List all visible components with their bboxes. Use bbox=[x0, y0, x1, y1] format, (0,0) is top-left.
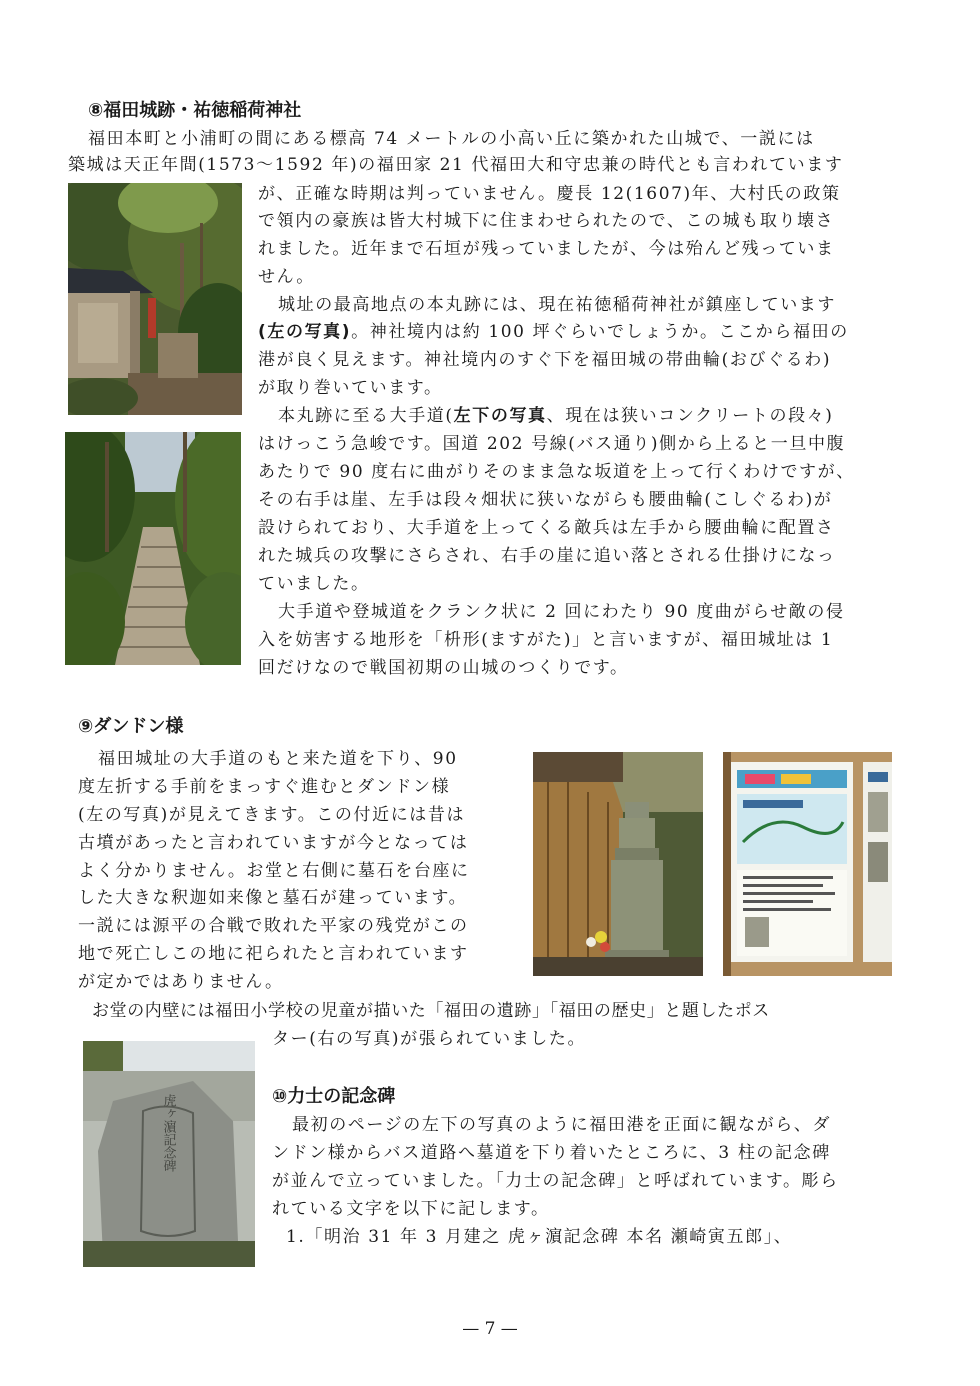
sec8-p2-line: が取り巻いています。 bbox=[258, 378, 443, 398]
sec9-line: 福田城址の大手道のもと来た道を下り、90 bbox=[98, 749, 458, 769]
text-span: 、現在は狭いコンクリートの段々) bbox=[546, 406, 834, 426]
sec8-p2-line bbox=[258, 321, 849, 343]
bold-caption-lower-left-photo: 左下の写真 bbox=[453, 406, 547, 426]
sec9-line: 古墳があったと言われていますが今となっては bbox=[78, 833, 469, 853]
sec9-p2-line: ター(右の写真)が張られていました。 bbox=[272, 1029, 587, 1049]
sec10-line: が並んで立っていました。「力士の記念碑」と呼ばれています。彫ら bbox=[272, 1171, 839, 1191]
sec9-line: が定かではありません。 bbox=[78, 972, 284, 992]
section-10-heading: ⑩力士の記念碑 bbox=[272, 1086, 396, 1107]
statue-photo bbox=[533, 752, 703, 976]
sec8-p2-line: 城址の最高地点の本丸跡には、現在祐徳稲荷神社が鎮座しています bbox=[278, 295, 836, 315]
monument-photo bbox=[83, 1041, 255, 1267]
poster-photo bbox=[723, 752, 892, 976]
sec9-line: (左の写真)が見えてきます。この付近には昔は bbox=[78, 805, 466, 825]
sec8-p3-line bbox=[278, 405, 834, 427]
monument-inscription: 虎ヶ濵記念碑 bbox=[160, 1094, 176, 1172]
sec8-p3-line: はけっこう急峻です。国道 202 号線(バス通り)側から上ると一旦中腹 bbox=[258, 434, 846, 454]
sec10-line: れている文字を以下に記します。 bbox=[272, 1199, 550, 1219]
sec8-p3-line: ていました。 bbox=[258, 574, 370, 594]
sec8-p4-line: 入を妨害する地形を「枡形(ますがた)」と言いますが、福田城址は 1 bbox=[258, 630, 834, 650]
text-span: 本丸跡に至る大手道( bbox=[278, 406, 454, 426]
sec8-p3-line: れた城兵の攻撃にさらされ、右手の崖に追い落とされる仕掛けになっ bbox=[258, 546, 836, 566]
section-9-heading: ⑨ダンドン様 bbox=[78, 716, 184, 737]
sec8-p4-line: 大手道や登城道をクランク状に 2 回にわたり 90 度曲がらせ敵の侵 bbox=[278, 602, 845, 622]
stairs-photo bbox=[65, 432, 241, 665]
sec8-p1-line: れました。近年まで石垣が残っていましたが、今は殆んど残っていま bbox=[258, 239, 835, 259]
sec8-p3-line: その右手は崖、左手は段々畑状に狭いながらも腰曲輪(こしぐるわ)が bbox=[258, 490, 833, 510]
bold-caption-left-photo: (左の写真) bbox=[258, 322, 352, 342]
sec8-p3-line: あたりで 90 度右に曲がりそのまま急な坂道を上って行くわけですが、 bbox=[258, 462, 855, 482]
sec10-line: 1.「明治 31 年 3 月建之 虎ヶ濵記念碑 本名 瀬崎寅五郎」、 bbox=[286, 1227, 793, 1247]
text-span: 。神社境内は約 100 坪ぐらいでしょうか。ここから福田の bbox=[351, 322, 849, 342]
sec8-p2-line: 港が良く見えます。神社境内のすぐ下を福田城の帯曲輪(おびぐるわ) bbox=[258, 350, 832, 370]
sec8-p1-line: で領内の豪族は皆大村城下に住まわせられたので、この城も取り壊さ bbox=[258, 211, 835, 231]
sec9-line: した大きな釈迦如来像と墓石が建っています。 bbox=[78, 888, 468, 908]
shrine-photo bbox=[68, 183, 242, 415]
sec10-line: ンドン様からバス道路へ墓道を下り着いたところに、3 柱の記念碑 bbox=[272, 1143, 831, 1163]
sec8-p1-line: せん。 bbox=[258, 267, 315, 287]
sec9-line: 一説には源平の合戦で敗れた平家の残党がこの bbox=[78, 916, 469, 936]
sec8-p3-line: 設けられており、大手道を上ってくる敵兵は左手から腰曲輪に配置さ bbox=[258, 518, 835, 538]
sec8-p1-line: 福田本町と小浦町の間にある標高 74 メートルの小高い丘に築かれた山城で、一説には bbox=[88, 129, 815, 149]
sec8-p4-line: 回だけなので戦国初期の山城のつくりです。 bbox=[258, 658, 629, 678]
sec9-line: 度左折する手前をまっすぐ進むとダンドン様 bbox=[78, 777, 451, 797]
sec10-line: 最初のページの左下の写真のように福田港を正面に観ながら、ダ bbox=[292, 1115, 832, 1135]
sec8-p1-line: が、正確な時期は判っていません。慶長 12(1607)年、大村氏の政策 bbox=[258, 184, 841, 204]
sec8-p1-line: 築城は天正年間(1573〜1592 年)の福田家 21 代福田大和守忠兼の時代とも言われています bbox=[68, 155, 844, 175]
sec9-line: 地で死亡しこの地に祀られたと言われています bbox=[78, 944, 469, 964]
sec9-line: よく分かりません。お堂と右側に墓石を台座に bbox=[78, 861, 470, 881]
section-8-heading: ⑧福田城跡・祐徳稲荷神社 bbox=[88, 100, 302, 121]
sec9-p2-line: お堂の内壁には福田小学校の児童が描いた「福田の遺跡」「福田の歴史」と題したポス bbox=[92, 1001, 770, 1021]
page-number: — 7 — bbox=[462, 1319, 518, 1339]
